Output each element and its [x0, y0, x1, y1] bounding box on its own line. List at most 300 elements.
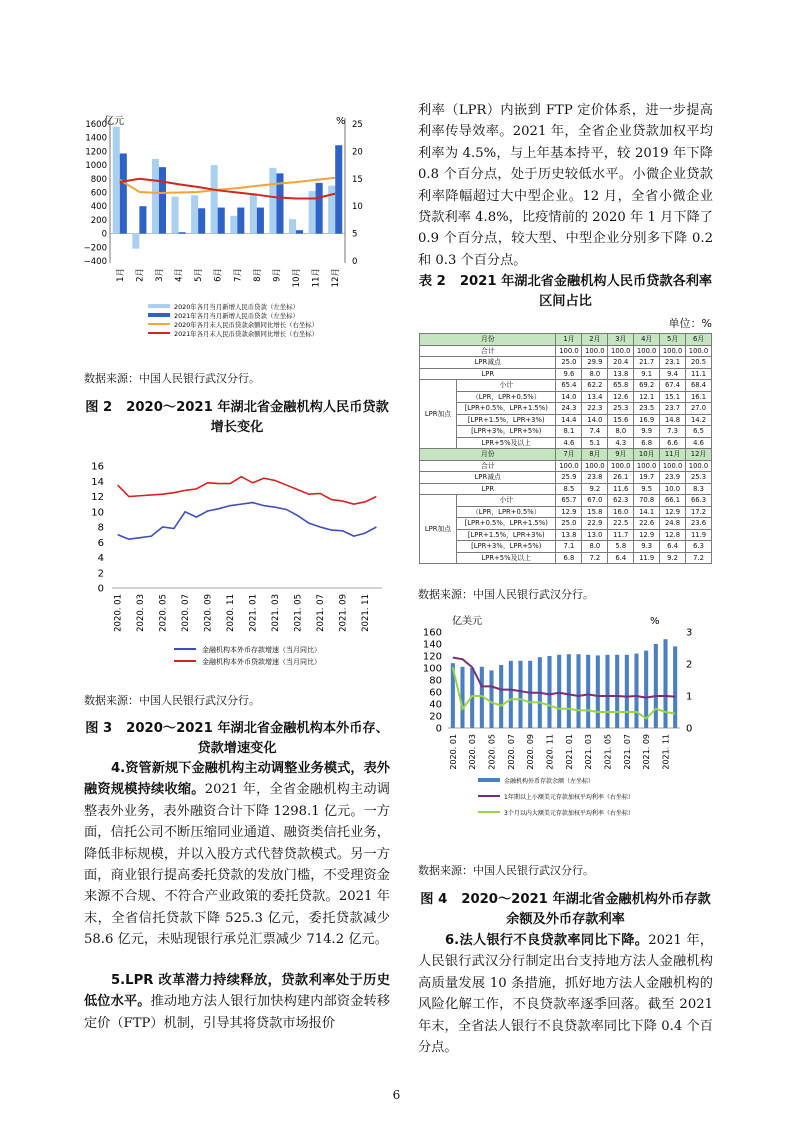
table-cell: 22.6 [634, 518, 660, 530]
table-header-cell: 12月 [686, 449, 712, 461]
fx-deposit-bar [499, 665, 503, 728]
fx-deposit-bar [625, 655, 629, 728]
table-header-cell: 1月 [556, 334, 582, 346]
table-cell: 12.9 [556, 506, 582, 518]
table-cell: 23.5 [634, 403, 660, 415]
table-header-cell: 3月 [608, 334, 634, 346]
bar-2020 [309, 191, 316, 233]
table-cell: 68.4 [686, 380, 712, 392]
table-cell: 8.0 [608, 426, 634, 438]
table-cell: 20.5 [686, 357, 712, 369]
table-row [420, 437, 712, 449]
left-axis-tick: 1400 [85, 133, 107, 144]
caption-number: 图 2 [85, 400, 113, 415]
row-label: 合计 [420, 345, 556, 357]
legend-label: 2021年各月末人民币贷款余额同比增长（右坐标） [174, 330, 319, 338]
figure-2-source: 数据来源：中国人民银行武汉分行。 [84, 372, 260, 385]
table-cell: 7.2 [582, 552, 608, 564]
rate-table [419, 333, 712, 564]
table-cell: 16.0 [608, 506, 634, 518]
table-cell: 15.8 [582, 506, 608, 518]
bar-2020 [269, 168, 276, 234]
left-axis-tick: 160 [422, 627, 442, 639]
left-axis-tick: −400 [83, 257, 107, 267]
table-cell: 100.0 [582, 345, 608, 357]
right-axis-unit: % [650, 616, 660, 627]
table-cell: 25.0 [556, 518, 582, 530]
x-axis-tick: 2021. 01 [564, 734, 574, 770]
table-cell: 6.6 [660, 437, 686, 449]
table-cell: 8.0 [582, 541, 608, 553]
table-cell: 6.8 [556, 552, 582, 564]
y-axis-tick: 4 [97, 553, 104, 564]
table-row [420, 552, 712, 564]
paragraph-4-text: 2021 年，全省金融机构主动调整表外业务，表外融资合计下降 1298.1 亿元。一方面，信托公司不断压缩同业通道、融资类信托业务，降低非标规模，并以入股方式代替贷款模式。另一方面，商业银行提高委托贷款的发放门槛，不受理资金来源不合规、不符合产业政策的委托贷款。2021 年末，全省信托贷款下降 525.3 亿元，委托贷款减少 58.6 亿元，未贴现银行承兑汇票减少 714.2 亿元。 [84, 782, 390, 948]
bar-2021 [179, 232, 186, 233]
right-axis-tick: 1 [686, 691, 693, 703]
row-label: （LPR，LPR+0.5%） [457, 506, 556, 518]
row-label: LPR [420, 368, 556, 380]
x-axis-tick: 2021. 05 [293, 594, 304, 632]
table-cell: 12.1 [634, 391, 660, 403]
x-axis-tick: 2020. 07 [506, 734, 516, 770]
fx-deposit-bar [460, 667, 464, 728]
table-cell: 12.9 [634, 529, 660, 541]
table-cell: 23.7 [660, 403, 686, 415]
table-cell: 25.3 [608, 403, 634, 415]
x-axis-tick: 2021. 01 [248, 594, 259, 632]
legend-label: 金融机构本外币贷款增速（当月同比） [202, 658, 321, 666]
fx-deposit-bar [576, 654, 580, 728]
legend-label: 金融机构本外币存款增速（当月同比） [202, 646, 321, 654]
table-cell: 8.5 [556, 483, 582, 495]
table-cell: 9.1 [634, 368, 660, 380]
x-axis-tick: 2020. 01 [448, 734, 458, 770]
left-axis-tick: 400 [90, 202, 107, 213]
bar-2021 [237, 208, 244, 234]
right-axis-tick: 5 [352, 229, 358, 240]
y-axis-tick: 16 [91, 461, 104, 473]
loan-growth-line [118, 477, 377, 504]
right-axis-tick: 2 [686, 659, 693, 671]
table-cell: 11.9 [634, 552, 660, 564]
fx-deposit-bar [567, 654, 571, 728]
table-cell: 14.2 [686, 414, 712, 426]
bar-2021 [335, 145, 342, 233]
fx-deposit-bar [634, 654, 638, 728]
right-axis-tick: 0 [686, 723, 693, 735]
table-cell: 66.3 [686, 495, 712, 507]
left-axis-tick: 60 [429, 687, 442, 699]
x-axis-tick: 11月 [311, 268, 322, 288]
table-cell: 6.5 [686, 426, 712, 438]
table-cell: 13.8 [556, 529, 582, 541]
y-axis-tick: 0 [97, 583, 104, 595]
table-cell: 11.9 [686, 529, 712, 541]
caption-number: 表 2 [418, 274, 446, 289]
table-header-cell: 月份 [420, 334, 556, 346]
x-axis-tick: 1月 [115, 268, 126, 282]
table-cell: 16.9 [634, 414, 660, 426]
table-cell: 22.5 [608, 518, 634, 530]
y-axis-tick: 14 [91, 476, 104, 488]
table-header-cell: 8月 [582, 449, 608, 461]
table-row [420, 472, 712, 484]
table-cell: 11.7 [608, 529, 634, 541]
table-cell: 6.8 [634, 437, 660, 449]
bar-2021 [198, 208, 205, 233]
right-axis-tick: 25 [352, 120, 363, 130]
right-axis-tick: 0 [352, 257, 358, 267]
paragraph-5-continued: 利率（LPR）内嵌到 FTP 定价体系，进一步提高利率传导效率。2021 年，全省企业贷款加权平均利率为 4.5%，与上年基本持平，较 2019 年下降 0.8 个百分点，处于历史较低水平。小微企业贷款利率降幅超过大中型企业。12 月，全省小微企业贷款利率 4.8%，比疫情前的 2020 年 1 月下降了 0.9 个百分点，较大型、中型企业分别多下降 0.2 和 0.3 个百分点。 [418, 103, 713, 268]
table-cell: 8.3 [686, 483, 712, 495]
table-cell: 9.5 [634, 483, 660, 495]
x-axis-tick: 2020. 05 [487, 734, 497, 770]
caption-text: 2021 年湖北省金融机构人民币贷款各利率区间占比 [459, 274, 713, 309]
fx-deposit-bar [673, 646, 677, 728]
bar-2020 [191, 195, 198, 233]
x-axis-tick: 4月 [174, 268, 185, 282]
table-cell: 100.0 [634, 345, 660, 357]
y-axis-tick: 2 [97, 568, 104, 580]
table-header-cell: 4月 [634, 334, 660, 346]
bar-2021 [218, 208, 225, 234]
caption-text: 2020～2021 年湖北省金融机构本外币存、贷款增速变化 [126, 721, 389, 756]
left-axis-tick: 140 [422, 639, 442, 651]
left-axis-tick: 120 [422, 651, 442, 663]
table-cell: 4.3 [608, 437, 634, 449]
fx-deposit-bar [605, 655, 609, 728]
table-cell: 5.8 [608, 541, 634, 553]
page-number: 6 [392, 1088, 401, 1102]
table-row [420, 391, 712, 403]
x-axis-tick: 2020. 03 [468, 734, 478, 770]
x-axis-tick: 2月 [135, 268, 146, 282]
table-cell: 14.0 [556, 391, 582, 403]
row-label: 合计 [420, 460, 556, 472]
left-axis-tick: 20 [429, 711, 442, 723]
table-cell: 11.1 [686, 368, 712, 380]
x-axis-tick: 2020. 07 [181, 594, 192, 632]
bar-2021 [296, 230, 303, 233]
table-cell: 5.1 [582, 437, 608, 449]
x-axis-tick: 2020. 11 [545, 734, 555, 770]
x-axis-tick: 2020. 11 [226, 594, 237, 632]
table-cell: 100.0 [686, 460, 712, 472]
bar-2020 [250, 193, 257, 233]
bar-2021 [120, 153, 127, 233]
row-label: LPR减点 [420, 472, 556, 484]
paragraph-6 [418, 930, 713, 1058]
y-axis-tick: 10 [91, 507, 104, 519]
table-row [420, 495, 712, 507]
table-header-cell: 10月 [634, 449, 660, 461]
table-cell: 4.6 [556, 437, 582, 449]
table-cell: 8.1 [556, 426, 582, 438]
table-cell: 10.0 [660, 483, 686, 495]
figure-2-chart [82, 108, 387, 356]
table-cell: 65.7 [556, 495, 582, 507]
paragraph-4 [84, 758, 390, 951]
row-label: [LPR+0.5%，LPR+1.5%) [457, 403, 556, 415]
right-axis-tick: 20 [352, 147, 363, 158]
legend-label: 2020年各月末人民币贷款余额同比增长（右坐标） [174, 321, 319, 329]
table-cell: 9.2 [582, 483, 608, 495]
left-axis-tick: 600 [90, 188, 107, 199]
fx-deposit-bar [663, 639, 667, 728]
x-axis-tick: 2020. 09 [526, 734, 536, 770]
table-cell: 11.6 [608, 483, 634, 495]
row-label: [LPR+3%，LPR+5%) [457, 426, 556, 438]
left-axis-tick: 800 [90, 174, 107, 185]
row-label: [LPR+1.5%，LPR+3%) [457, 414, 556, 426]
table-cell: 19.7 [634, 472, 660, 484]
table-cell: 67.0 [582, 495, 608, 507]
x-axis-tick: 8月 [252, 268, 263, 282]
fx-deposit-bar [596, 655, 600, 728]
caption-number: 图 3 [85, 721, 113, 736]
fx-deposit-bar [518, 661, 522, 728]
table-header-cell: 2月 [582, 334, 608, 346]
table-row [420, 541, 712, 553]
x-axis-tick: 2020. 03 [136, 594, 147, 632]
table-cell: 16.1 [686, 391, 712, 403]
table-row [420, 345, 712, 357]
table-cell: 15.6 [608, 414, 634, 426]
table-cell: 100.0 [582, 460, 608, 472]
fx-deposit-bar [586, 655, 590, 728]
figure-4-source: 数据来源：中国人民银行武汉分行。 [418, 864, 594, 877]
figure-3-chart [82, 456, 387, 678]
table-header-cell: 11月 [660, 449, 686, 461]
x-axis-tick: 2021. 07 [622, 734, 632, 770]
table-cell: 9.2 [660, 552, 686, 564]
figure-3-caption [84, 719, 390, 759]
table-cell: 14.0 [582, 414, 608, 426]
row-label: LPR [420, 483, 556, 495]
table-cell: 23.9 [660, 472, 686, 484]
table-header-cell: 7月 [556, 449, 582, 461]
table-cell: 24.8 [660, 518, 686, 530]
x-axis-tick: 2021. 03 [271, 594, 282, 632]
legend-swatch-bar-2020 [148, 304, 170, 308]
fx-deposit-bar [547, 656, 551, 728]
right-axis-unit: % [336, 116, 346, 127]
fx-deposit-bar [615, 655, 619, 728]
table-cell: 100.0 [660, 345, 686, 357]
legend-label: 2021年各月当月新增人民币贷款（左坐标） [174, 312, 299, 320]
row-label: LPR+5%及以上 [457, 437, 556, 449]
table-row [420, 403, 712, 415]
legend-label: 金融机构外币存款余额（左坐标） [504, 778, 595, 785]
table-cell: 100.0 [608, 460, 634, 472]
bar-2021 [316, 183, 323, 234]
caption-text: 2020～2021 年湖北省金融机构人民币贷款增长变化 [126, 400, 389, 435]
table-cell: 9.4 [660, 368, 686, 380]
table-header-row [420, 334, 712, 346]
bar-2021 [257, 208, 264, 234]
table-cell: 66.1 [660, 495, 686, 507]
table-cell: 22.3 [582, 403, 608, 415]
table-cell: 9.3 [634, 541, 660, 553]
left-axis-tick: 0 [435, 723, 442, 735]
table-cell: 65.8 [608, 380, 634, 392]
x-axis-tick: 3月 [154, 268, 165, 282]
table-cell: 12.6 [608, 391, 634, 403]
left-axis-tick: 200 [90, 215, 107, 226]
table-cell: 7.1 [556, 541, 582, 553]
y-axis-tick: 8 [97, 522, 104, 534]
bar-2020 [230, 216, 237, 234]
table-cell: 13.4 [582, 391, 608, 403]
table-cell: 12.9 [660, 506, 686, 518]
left-axis-tick: 100 [422, 663, 442, 675]
table-cell: 7.3 [660, 426, 686, 438]
table-cell: 22.9 [582, 518, 608, 530]
x-axis-tick: 2020. 05 [158, 594, 169, 632]
row-label: [LPR+3%，LPR+5%) [457, 541, 556, 553]
table-cell: 20.4 [608, 357, 634, 369]
paragraph-5-title: 5.LPR 改革潜力持续释放，贷款利率处于历史低位水平。 [84, 973, 390, 1010]
figure-2-caption [84, 398, 390, 438]
table-header-cell: 月份 [420, 449, 556, 461]
table-cell: 69.2 [634, 380, 660, 392]
group-label: LPR加点 [420, 380, 457, 449]
table-2-source: 数据来源：中国人民银行武汉分行。 [418, 588, 594, 601]
legend-swatch-fx-deposit [478, 778, 500, 782]
table-row [420, 529, 712, 541]
table-cell: 17.2 [686, 506, 712, 518]
table-cell: 23.8 [582, 472, 608, 484]
fx-deposit-bar [654, 644, 658, 728]
x-axis-tick: 2021. 03 [584, 734, 594, 770]
table-cell: 23.1 [660, 357, 686, 369]
table-row [420, 483, 712, 495]
right-axis-tick: 3 [686, 627, 693, 639]
paragraph-6-text: 2021 年，人民银行武汉分行制定出台支持地方法人金融机构高质量发展 10 条措施，抓好地方法人金融机构的风险化解工作，不良贷款率逐季回落。截至 2021 年末，全省法人银行不良贷款率同比下降 0.4 个百分点。 [418, 933, 713, 1056]
paragraph-5-text: 推动地方法人银行加快构建内部资金转移定价（FTP）机制，引导其将贷款市场报价 [84, 994, 391, 1031]
table-row [420, 506, 712, 518]
x-axis-tick: 2020. 09 [203, 594, 214, 632]
table-row [420, 426, 712, 438]
table-cell: 100.0 [608, 345, 634, 357]
x-axis-tick: 7月 [233, 268, 244, 282]
table-cell: 21.7 [634, 357, 660, 369]
x-axis-tick: 2020. 01 [113, 594, 124, 632]
row-label: 小计 [457, 380, 556, 392]
y-axis-tick: 12 [91, 492, 104, 503]
table-cell: 9.9 [634, 426, 660, 438]
x-axis-tick: 2021. 09 [338, 594, 349, 632]
table-row [420, 368, 712, 380]
table-cell: 6.4 [608, 552, 634, 564]
table-row [420, 518, 712, 530]
table-cell: 4.6 [686, 437, 712, 449]
left-axis-tick: 1000 [85, 161, 107, 172]
figure-4-chart [418, 610, 714, 832]
row-label: （LPR，LPR+0.5%） [457, 391, 556, 403]
table-cell: 100.0 [634, 460, 660, 472]
y-axis-tick: 6 [97, 537, 104, 549]
table-cell: 13.0 [582, 529, 608, 541]
fx-deposit-bar [489, 670, 493, 728]
table-row [420, 380, 712, 392]
table-cell: 100.0 [660, 460, 686, 472]
x-axis-tick: 10月 [292, 268, 303, 288]
row-label: LPR减点 [420, 357, 556, 369]
table-header-row [420, 449, 712, 461]
table-cell: 7.2 [686, 552, 712, 564]
bar-2020 [171, 197, 178, 234]
row-label: LPR+5%及以上 [457, 552, 556, 564]
table-header-cell: 9月 [608, 449, 634, 461]
left-axis-tick: 1200 [85, 147, 107, 158]
table-cell: 100.0 [556, 345, 582, 357]
left-axis-tick: 40 [429, 699, 442, 711]
bar-2021 [139, 206, 146, 233]
legend-label: 2020年各月当月新增人民币贷款（左坐标） [174, 303, 299, 311]
left-axis-unit: 亿元 [104, 116, 124, 127]
table-header-cell: 5月 [660, 334, 686, 346]
table-cell: 6.4 [660, 541, 686, 553]
fx-deposit-bar [557, 655, 561, 728]
paragraph-6-title: 6.法人银行不良贷款率同比下降。 [445, 933, 649, 948]
left-axis-unit: 亿美元 [452, 616, 482, 627]
table-cell: 65.4 [556, 380, 582, 392]
table-cell: 12.8 [660, 529, 686, 541]
legend-label: 3个月以内大额美元存款加权平均利率（右坐标） [504, 810, 634, 817]
bar-2020 [113, 127, 120, 234]
fx-deposit-bar [509, 661, 513, 728]
bar-2020 [289, 219, 296, 233]
table-cell: 14.8 [660, 414, 686, 426]
paragraph-4-title: 4.资管新规下金融机构主动调整业务模式，表外融资规模持续收缩。 [84, 761, 390, 798]
x-axis-tick: 2021. 07 [316, 594, 327, 632]
table-cell: 24.3 [556, 403, 582, 415]
table-cell: 100.0 [556, 460, 582, 472]
small-deposit-rate-line [453, 658, 675, 698]
table-2-caption [418, 272, 713, 312]
table-cell: 67.4 [660, 380, 686, 392]
table-cell: 25.3 [686, 472, 712, 484]
bar-2020 [211, 165, 218, 234]
group-label: LPR加点 [420, 495, 457, 564]
x-axis-tick: 2021. 11 [361, 594, 372, 632]
table-unit: 单位：% [668, 317, 712, 330]
table-cell: 70.8 [634, 495, 660, 507]
row-label: [LPR+0.5%，LPR+1.5%) [457, 518, 556, 530]
row-label: 小计 [457, 495, 556, 507]
table-cell: 9.6 [556, 368, 582, 380]
figure-4-caption [418, 890, 713, 930]
x-axis-tick: 2021. 11 [661, 734, 671, 770]
row-label: [LPR+1.5%，LPR+3%) [457, 529, 556, 541]
table-header-cell: 6月 [686, 334, 712, 346]
table-row [420, 414, 712, 426]
right-axis-tick: 10 [352, 202, 363, 213]
table-cell: 23.6 [686, 518, 712, 530]
table-cell: 100.0 [686, 345, 712, 357]
bar-2020 [152, 159, 159, 234]
deposit-growth-line [118, 503, 377, 540]
table-row [420, 357, 712, 369]
table-cell: 25.0 [556, 357, 582, 369]
left-axis-tick: 0 [101, 229, 107, 240]
left-axis-tick: −200 [83, 243, 107, 254]
x-axis-tick: 9月 [272, 268, 283, 282]
table-cell: 8.0 [582, 368, 608, 380]
table-cell: 13.8 [608, 368, 634, 380]
